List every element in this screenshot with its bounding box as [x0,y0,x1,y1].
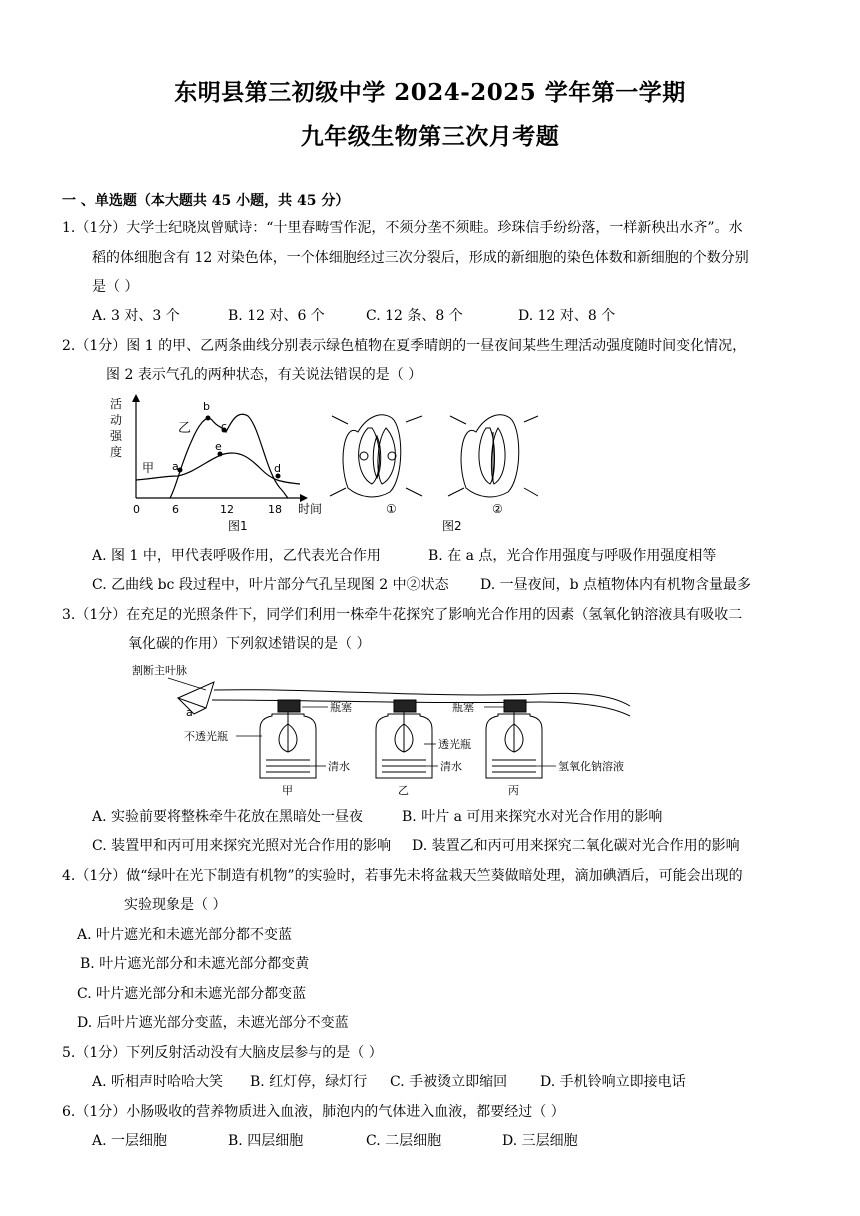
q6-option-c[interactable]: C. 二层细胞 [366,1133,442,1149]
q2-option-a[interactable]: A. 图 1 中，甲代表呼吸作用，乙代表光合作用 [92,548,381,564]
q2-figure [100,392,560,538]
point-label-e: e [215,440,222,453]
q4-stem-line1: 4.（1分）做“绿叶在光下制造有机物”的实验时，若事先未将盆栽天竺葵做暗处理，滴加碘酒后，可能会出现的 [62,868,743,884]
exam-title-line1: 东明县第三初级中学 2024-2025 学年第一学期 [174,79,686,106]
fig1-caption: 图1 [228,519,248,533]
q4-option-c[interactable]: C. 叶片遮光部分和未遮光部分都变蓝 [77,986,307,1002]
q2-option-c[interactable]: C. 乙曲线 bc 段过程中，叶片部分气孔呈现图 2 中②状态 [92,577,449,593]
q4-option-a[interactable]: A. 叶片遮光和未遮光部分都不变蓝 [77,927,293,943]
q2-stem-line2: 图 2 表示气孔的两种状态，有关说法错误的是（ ） [106,367,423,383]
q5-option-d[interactable]: D. 手机铃响立即接电话 [540,1074,686,1090]
jar-label-yi: 乙 [398,784,409,797]
label-transparent-jar: 透光瓶 [438,738,471,751]
q3-option-a[interactable]: A. 实验前要将整株牵牛花放在黑暗处一昼夜 [92,809,364,825]
x-tick-6: 6 [172,503,179,516]
q3-option-d[interactable]: D. 装置乙和丙可用来探究二氧化碳对光合作用的影响 [412,838,740,854]
curve-label-yi: 乙 [178,421,192,436]
label-stopper-1: 瓶塞 [330,701,352,714]
q3-stem-line1: 3.（1分）在充足的光照条件下，同学们利用一株牵牛花探究了影响光合作用的因素（氢氧化钠溶液具有吸收二 [62,607,743,623]
point-label-a: a [172,460,179,473]
q2-stem-line1: 2.（1分）图 1 的甲、乙两条曲线分别表示绿色植物在夏季晴朗的一昼夜间某些生理活动强度随时间变化情况， [62,338,747,354]
x-axis-label: 时间 [298,502,323,516]
point-b [206,416,211,421]
stoma-closed-illustration [448,415,538,497]
q3-option-b[interactable]: B. 叶片 a 可用来探究水对光合作用的影响 [402,809,663,825]
q6-option-d[interactable]: D. 三层细胞 [502,1133,578,1149]
q1-stem-line2: 稻的体细胞含有 12 对染色体，一个体细胞经过三次分裂后，形成的新细胞的染色体数和新细胞的个数分别 [92,250,749,266]
y-label-char-3: 强 [110,429,123,443]
q5-option-c[interactable]: C. 手被烫立即缩回 [390,1074,508,1090]
x-tick-0: 0 [133,503,140,516]
label-stopper-2: 瓶塞 [452,701,474,714]
q3-option-c[interactable]: C. 装置甲和丙可用来探究光照对光合作用的影响 [92,838,392,854]
curve-label-jia: 甲 [142,461,155,475]
q4-option-d[interactable]: D. 后叶片遮光部分变蓝，未遮光部分不变蓝 [77,1015,349,1031]
q5-option-b[interactable]: B. 红灯停，绿灯行 [250,1074,368,1090]
section-heading: 一 、单选题（本大题共 45 小题，共 45 分） [62,193,350,209]
q1-option-b[interactable]: B. 12 对、6 个 [228,308,325,324]
q1-stem-line1: 1.（1分）大学士纪晓岚曾赋诗：“十里春畴雪作泥，不须分垄不须畦。珍珠信手纷纷落，一样新秧出水齐”。水 [62,220,743,236]
label-naoh: 氢氧化钠溶液 [558,760,624,773]
q5-options [92,1073,686,1091]
y-label-char-1: 活 [110,397,123,411]
q3-figure [120,660,660,798]
exam-title-line2: 九年级生物第三次月考题 [300,123,560,150]
y-label-char-2: 动 [110,413,123,427]
q6-options [92,1132,578,1150]
leaf-label-a: a [186,706,193,719]
q2-option-d[interactable]: D. 一昼夜间，b 点植物体内有机物含量最多 [480,577,752,593]
label-water-2: 清水 [440,760,462,773]
stoma-open-illustration [330,415,422,497]
q1-option-a[interactable]: A. 3 对、3 个 [92,308,180,324]
label-opaque-jar: 不透光瓶 [184,730,228,743]
point-label-c: c [221,420,228,433]
q5-stem-line1: 5.（1分）下列反射活动没有大脑皮层参与的是（ ） [62,1045,383,1061]
q6-option-a[interactable]: A. 一层细胞 [92,1133,168,1149]
x-tick-18: 18 [268,503,282,516]
jar-label-bing: 丙 [508,784,519,797]
q2-option-b[interactable]: B. 在 a 点，光合作用强度与呼吸作用强度相等 [428,548,717,564]
q5-option-a[interactable]: A. 听相声时哈哈大笑 [92,1074,224,1090]
stoma-label-1: ① [386,502,397,516]
q1-option-c[interactable]: C. 12 条、8 个 [366,308,463,324]
q4-option-b[interactable]: B. 叶片遮光部分和未遮光部分都变黄 [80,956,310,972]
q1-option-d[interactable]: D. 12 对、8 个 [518,308,616,324]
q3-stem-line2: 氧化碳的作用）下列叙述错误的是（ ） [128,636,371,652]
q4-stem-line2: 实验现象是（ ） [124,897,227,913]
q6-option-b[interactable]: B. 四层细胞 [228,1133,304,1149]
jar-label-jia: 甲 [282,784,293,797]
jar-jia-illustration [260,700,316,778]
label-cut-vein: 割断主叶脉 [132,664,187,677]
y-label-char-4: 度 [110,445,123,459]
fig2-caption: 图2 [442,519,462,533]
stoma-label-2: ② [492,502,503,516]
q6-stem-line1: 6.（1分）小肠吸收的营养物质进入血液，肺泡内的气体进入血液，都要经过（ ） [62,1104,565,1120]
point-label-b: b [203,400,210,413]
point-label-d: d [274,462,281,475]
label-water-1: 清水 [328,760,350,773]
q1-stem-line3: 是（ ） [92,279,139,295]
jar-bing-illustration [486,700,542,778]
x-tick-12: 12 [220,503,234,516]
q1-options [92,307,615,325]
jar-yi-illustration [376,700,432,778]
